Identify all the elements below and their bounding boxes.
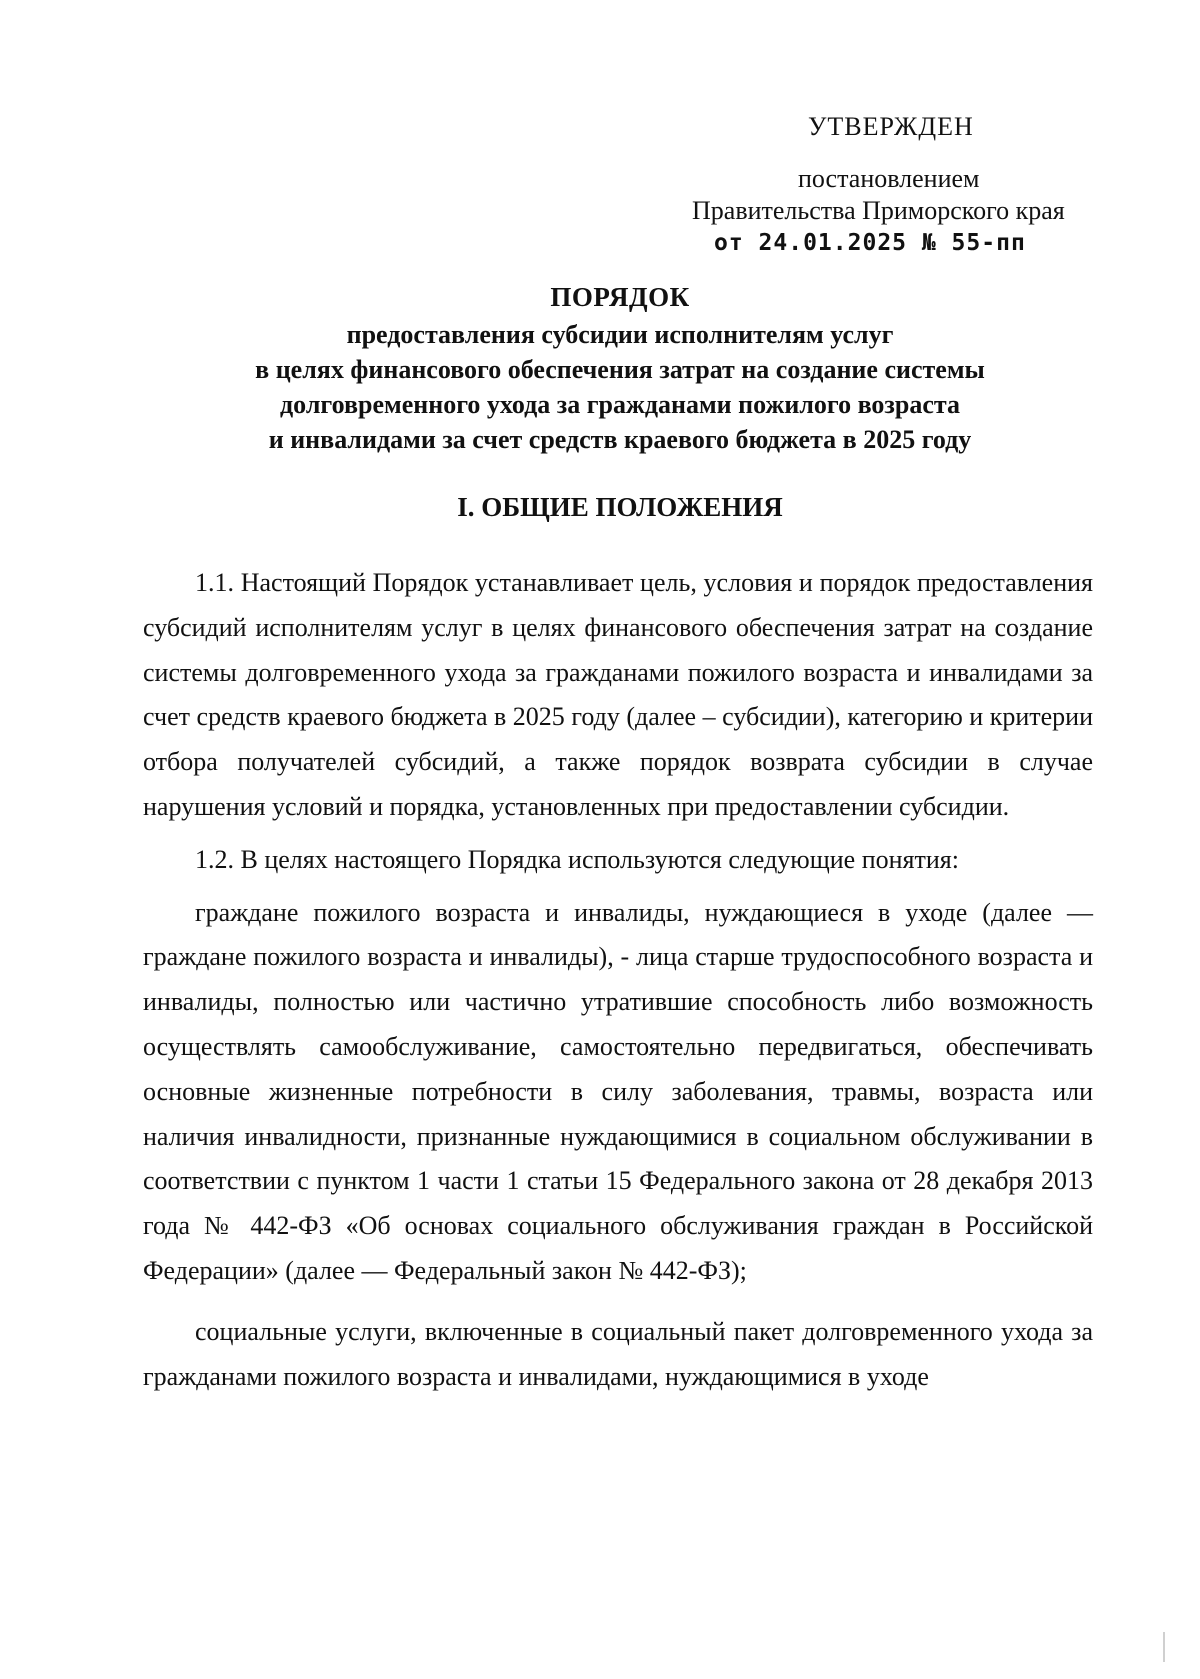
document-title-block <box>150 282 1090 457</box>
section-heading: I. ОБЩИЕ ПОЛОЖЕНИЯ <box>457 492 783 522</box>
document-title: ПОРЯДОК <box>550 282 690 312</box>
subtitle-line: долговременного ухода за гражданами пожилого возраста <box>280 390 960 419</box>
document-body <box>143 561 1093 1407</box>
subtitle-line: предоставления субсидии исполнителям услуг <box>346 320 894 349</box>
subtitle-line: в целях финансового обеспечения затрат на создание системы <box>255 355 985 384</box>
issuing-authority: Правительства Приморского края <box>692 196 1065 225</box>
subtitle-line: и инвалидами за счет средств краевого бюджета в 2025 году <box>268 425 972 454</box>
decree-date-number: от 24.01.2025 № 55-пп <box>714 230 1026 256</box>
definition-social-services: социальные услуги, включенные в социальный пакет долговременного ухода за гражданами пожилого возраста и инвалидами, нуждающимися в уходе <box>143 1316 1093 1391</box>
approved-label: УТВЕРЖДЕН <box>808 112 974 141</box>
definition-elderly-disabled: граждане пожилого возраста и инвалиды, нуждающиеся в уходе (далее — граждане пожилого возраста и инвалиды), - лица старше трудоспособного возраста и инвалиды, полностью или частично утратившие способность либо возможность осуществлять самообслуживание, самостоятельно передвигаться, обеспечивать основные жизненные потребности в силу заболевания, травмы, возраста или наличия инвалидности, признанные нуждающимися в социальном обслуживании в соответствии с пунктом 1 части 1 статьи 15 Федерального закона от 28 декабря 2013 года № 442-ФЗ «Об основах социального обслуживания граждан в Российской Федерации» (далее — Федеральный закон № 442-ФЗ); <box>143 897 1093 1285</box>
paragraph-1-2: 1.2. В целях настоящего Порядка используются следующие понятия: <box>195 844 959 874</box>
paragraph-1-1: 1.1. Настоящий Порядок устанавливает цель, условия и порядок предоставления субсидий исполнителям услуг в целях финансового обеспечения затрат на создание системы долговременного ухода за гражданами пожилого возраста и инвалидами за счет средств краевого бюджета в 2025 году (далее – субсидии), категорию и критерии отбора получателей субсидий, а также порядок возврата субсидии в случае нарушения условий и порядка, установленных при предоставлении субсидии. <box>143 568 1093 821</box>
approval-stamp <box>0 0 1200 260</box>
decree-label: постановлением <box>798 164 980 193</box>
scan-edge-mark <box>1163 1632 1165 1662</box>
